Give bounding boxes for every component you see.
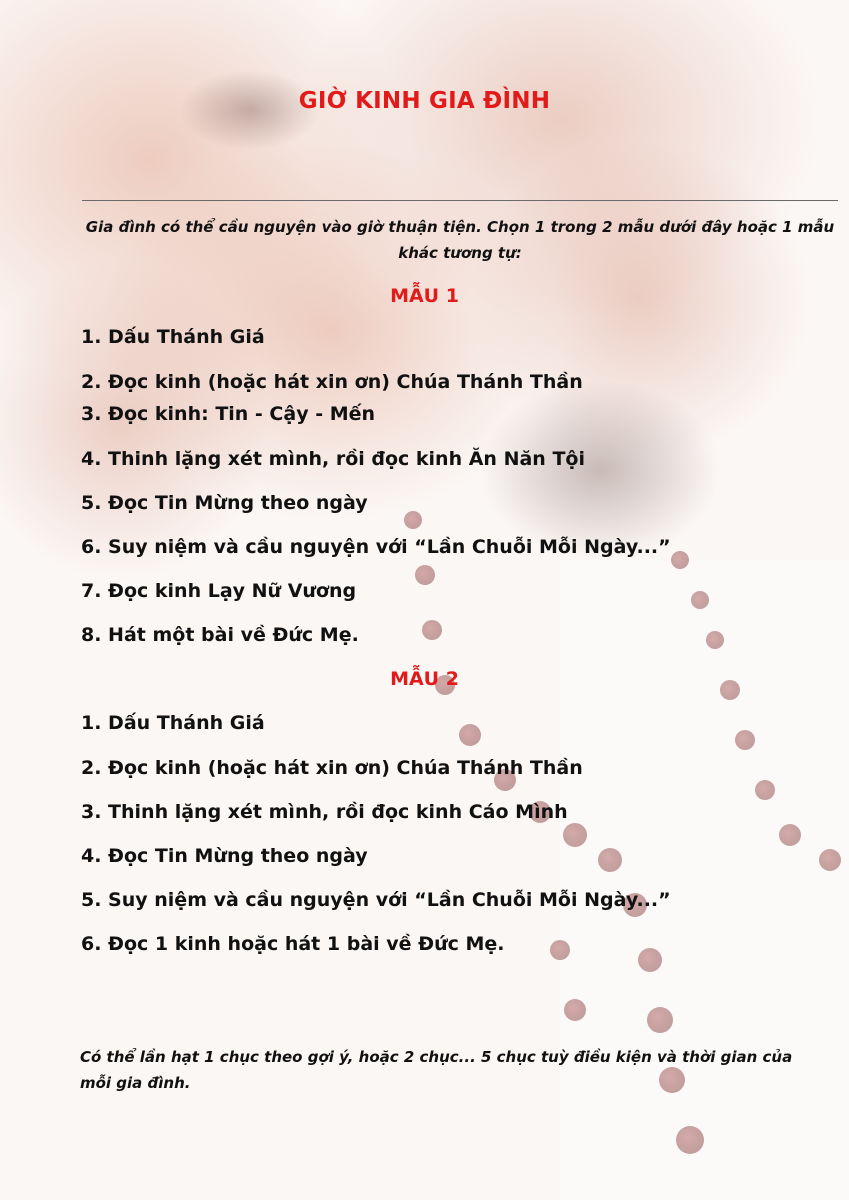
list-item: 7. Đọc kinh Lạy Nữ Vương (81, 580, 357, 602)
list-item: 1. Dấu Thánh Giá (81, 712, 265, 734)
list-item: 3. Đọc kinh: Tin - Cậy - Mến (81, 403, 376, 425)
list-item: 6. Đọc 1 kinh hoặc hát 1 bài về Đức Mẹ. (81, 933, 505, 955)
page-title: GIỜ KINH GIA ĐÌNH (298, 88, 551, 114)
list-item: 5. Suy niệm và cầu nguyện với “Lần Chuỗi Mỗi Ngày...” (81, 889, 671, 911)
list-item: 1. Dấu Thánh Giá (81, 326, 265, 348)
section-heading-mau-2: MẪU 2 (390, 668, 459, 690)
list-item: 2. Đọc kinh (hoặc hát xin ơn) Chúa Thánh Thần (81, 757, 583, 779)
list-item: 8. Hát một bài về Đức Mẹ. (81, 624, 359, 646)
list-item: 6. Suy niệm và cầu nguyện với “Lần Chuỗi Mỗi Ngày...” (81, 536, 671, 558)
title-divider (82, 200, 838, 201)
list-item: 4. Thinh lặng xét mình, rồi đọc kinh Ăn Năn Tội (81, 448, 585, 470)
section-heading-mau-1: MẪU 1 (390, 285, 459, 307)
list-item: 2. Đọc kinh (hoặc hát xin ơn) Chúa Thánh Thần (81, 371, 583, 393)
intro-text: Gia đình có thể cầu nguyện vào giờ thuận tiện. Chọn 1 trong 2 mẫu dưới đây hoặc 1 mẫu khác tương tự: (85, 218, 835, 262)
list-item: 3. Thinh lặng xét mình, rồi đọc kinh Cáo Mình (81, 801, 568, 823)
list-item: 4. Đọc Tin Mừng theo ngày (81, 845, 368, 867)
footnote-text: Có thể lần hạt 1 chục theo gợi ý, hoặc 2 chục... 5 chục tuỳ điều kiện và thời gian của mỗi gia đình. (80, 1048, 793, 1092)
list-item: 5. Đọc Tin Mừng theo ngày (81, 492, 368, 514)
